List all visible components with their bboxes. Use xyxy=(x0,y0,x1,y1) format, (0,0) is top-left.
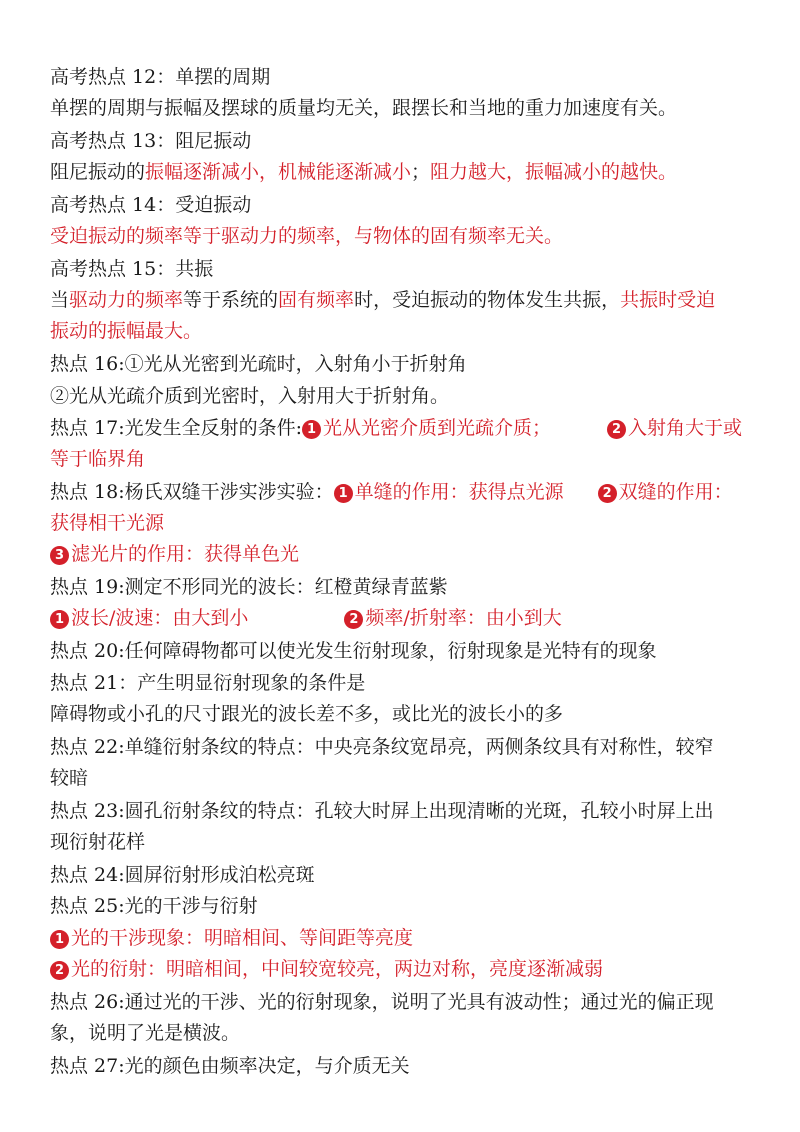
text-line xyxy=(50,289,762,311)
text-span: 热点 18:杨氏双缝干涉实涉实验： xyxy=(50,481,334,503)
text-span: 阻尼振动的 xyxy=(50,161,146,183)
highlight-text: 单缝的作用：获得点光源 xyxy=(354,481,564,503)
text-line: 象，说明了光是横波。 xyxy=(50,1022,241,1044)
number-badge-2: 2 xyxy=(598,484,617,503)
highlight-line: 等于临界角 xyxy=(50,448,146,470)
highlight-text: 双缝的作用： xyxy=(618,481,733,503)
heading-hotspot-16: 热点 16:①光从光密到光疏时，入射角小于折射角 xyxy=(50,353,467,375)
highlight-line xyxy=(50,958,762,980)
highlight-line: 获得相干光源 xyxy=(50,512,165,534)
highlight-text: 光的衍射：明暗相间，中间较宽较亮，两边对称，亮度逐渐减弱 xyxy=(71,958,604,980)
text-line: ②光从光疏介质到光密时，入射用大于折射角。 xyxy=(50,385,450,407)
heading-hotspot-17 xyxy=(50,417,762,439)
number-badge-1: 1 xyxy=(334,484,353,503)
highlight-text: 频率/折射率：由小到大 xyxy=(365,607,562,629)
text-span: 等于系统的 xyxy=(183,289,279,311)
heading-hotspot-15: 高考热点 15：共振 xyxy=(50,258,214,280)
text-span: ； xyxy=(411,161,431,183)
text-span: 热点 17:光发生全反射的条件: xyxy=(50,417,303,439)
text-span: 时，受迫振动的物体发生共振， xyxy=(354,289,621,311)
heading-hotspot-21: 热点 21：产生明显衍射现象的条件是 xyxy=(50,672,366,694)
heading-hotspot-26: 热点 26:通过光的干涉、光的衍射现象，说明了光具有波动性；通过光的偏正现 xyxy=(50,991,714,1013)
text-line: 现衍射花样 xyxy=(50,831,146,853)
heading-hotspot-14: 高考热点 14：受迫振动 xyxy=(50,194,252,216)
heading-hotspot-20: 热点 20:任何障碍物都可以使光发生衍射现象，衍射现象是光特有的现象 xyxy=(50,640,657,662)
highlight-text: 固有频率 xyxy=(278,289,355,311)
number-badge-2: 2 xyxy=(607,420,626,439)
text-span: 当 xyxy=(50,289,70,311)
heading-hotspot-22: 热点 22:单缝衍射条纹的特点：中央亮条纹宽昂亮，两侧条纹具有对称性，较窄 xyxy=(50,736,714,758)
highlight-line xyxy=(50,927,762,949)
heading-hotspot-18 xyxy=(50,481,762,503)
number-badge-1: 1 xyxy=(302,420,321,439)
number-badge-1: 1 xyxy=(50,930,69,949)
heading-hotspot-12: 高考热点 12：单摆的周期 xyxy=(50,66,271,88)
number-badge-2: 2 xyxy=(344,610,363,629)
heading-hotspot-23: 热点 23:圆孔衍射条纹的特点：孔较大时屏上出现清晰的光斑，孔较小时屏上出 xyxy=(50,800,714,822)
heading-hotspot-25: 热点 25:光的干涉与衍射 xyxy=(50,895,258,917)
heading-hotspot-13: 高考热点 13：阻尼振动 xyxy=(50,130,252,152)
highlight-text: 波长/波速：由大到小 xyxy=(71,607,249,629)
text-line: 较暗 xyxy=(50,767,89,789)
highlight-line xyxy=(50,543,762,565)
highlight-text: 阻力越大，振幅减小的越快。 xyxy=(430,161,678,183)
text-line: 障碍物或小孔的尺寸跟光的波长差不多，或比光的波长小的多 xyxy=(50,703,564,725)
highlight-text: 共振时受迫 xyxy=(620,289,716,311)
highlight-line: 振动的振幅最大。 xyxy=(50,320,203,342)
heading-hotspot-27: 热点 27:光的颜色由频率决定，与介质无关 xyxy=(50,1055,410,1077)
highlight-text: 光从光密介质到光疏介质； xyxy=(323,417,552,439)
highlight-line: 受迫振动的频率等于驱动力的频率，与物体的固有频率无关。 xyxy=(50,225,564,247)
highlight-text: 入射角大于或 xyxy=(628,417,743,439)
number-badge-2: 2 xyxy=(50,961,69,980)
highlight-text: 驱动力的频率 xyxy=(69,289,184,311)
highlight-text: 光的干涉现象：明暗相间、等间距等亮度 xyxy=(71,927,414,949)
text-line: 单摆的周期与振幅及摆球的质量均无关，跟摆长和当地的重力加速度有关。 xyxy=(50,97,678,119)
number-badge-3: 3 xyxy=(50,546,69,565)
heading-hotspot-19: 热点 19:测定不形同光的波长：红橙黄绿青蓝紫 xyxy=(50,576,448,598)
highlight-text: 振幅逐渐减小，机械能逐渐减小 xyxy=(145,161,412,183)
text-line xyxy=(50,161,762,183)
highlight-text: 滤光片的作用：获得单色光 xyxy=(71,543,300,565)
number-badge-1: 1 xyxy=(50,610,69,629)
highlight-line xyxy=(50,607,762,629)
heading-hotspot-24: 热点 24:圆屏衍射形成泊松亮斑 xyxy=(50,864,315,886)
